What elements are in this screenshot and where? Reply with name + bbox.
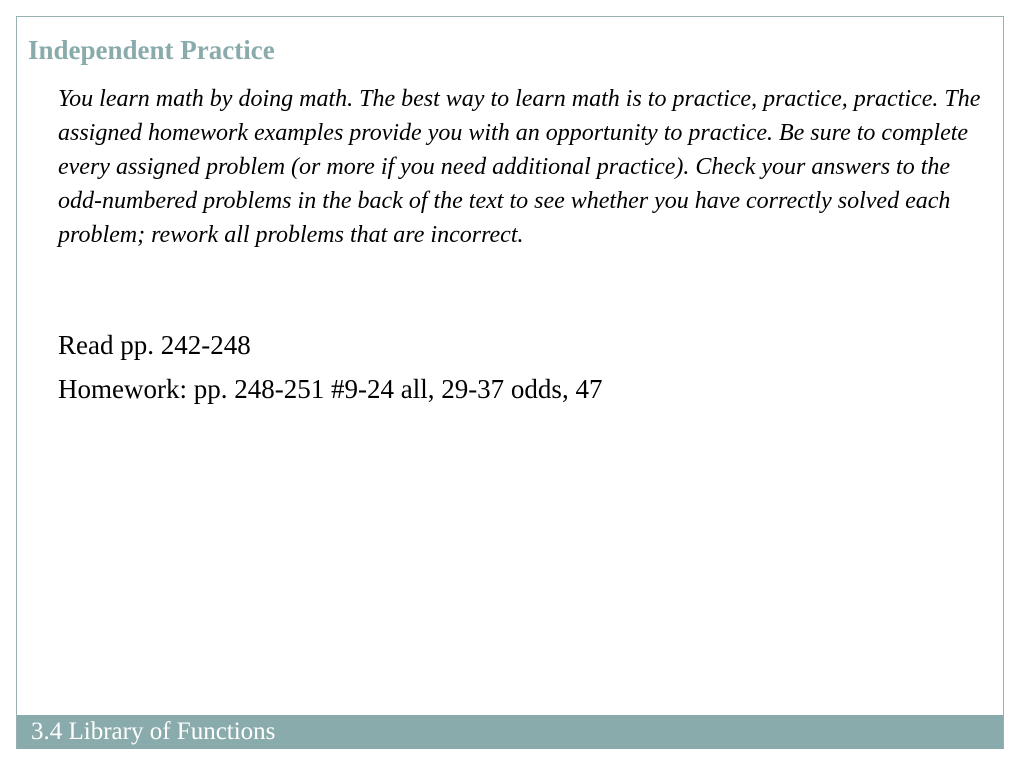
intro-paragraph: You learn math by doing math. The best way to learn math is to practice, practice, practice. The assigned homework examples provide you with an opportunity to practice. Be sure to complete every assigned problem (or more if you need additional practice). Check your answers to the odd-numbered problems in the back of the text to see whether you have correctly solved each problem; rework all problems that are incorrect. <box>58 86 981 248</box>
footer-bar <box>17 715 1003 749</box>
footer-section-title: 3.4 Library of Functions <box>31 718 276 745</box>
reading-assignment: Read pp. 242-248 <box>58 330 251 360</box>
slide-title: Independent Practice <box>28 35 275 65</box>
homework-assignment: Homework: pp. 248-251 #9-24 all, 29-37 odds, 47 <box>58 374 603 404</box>
